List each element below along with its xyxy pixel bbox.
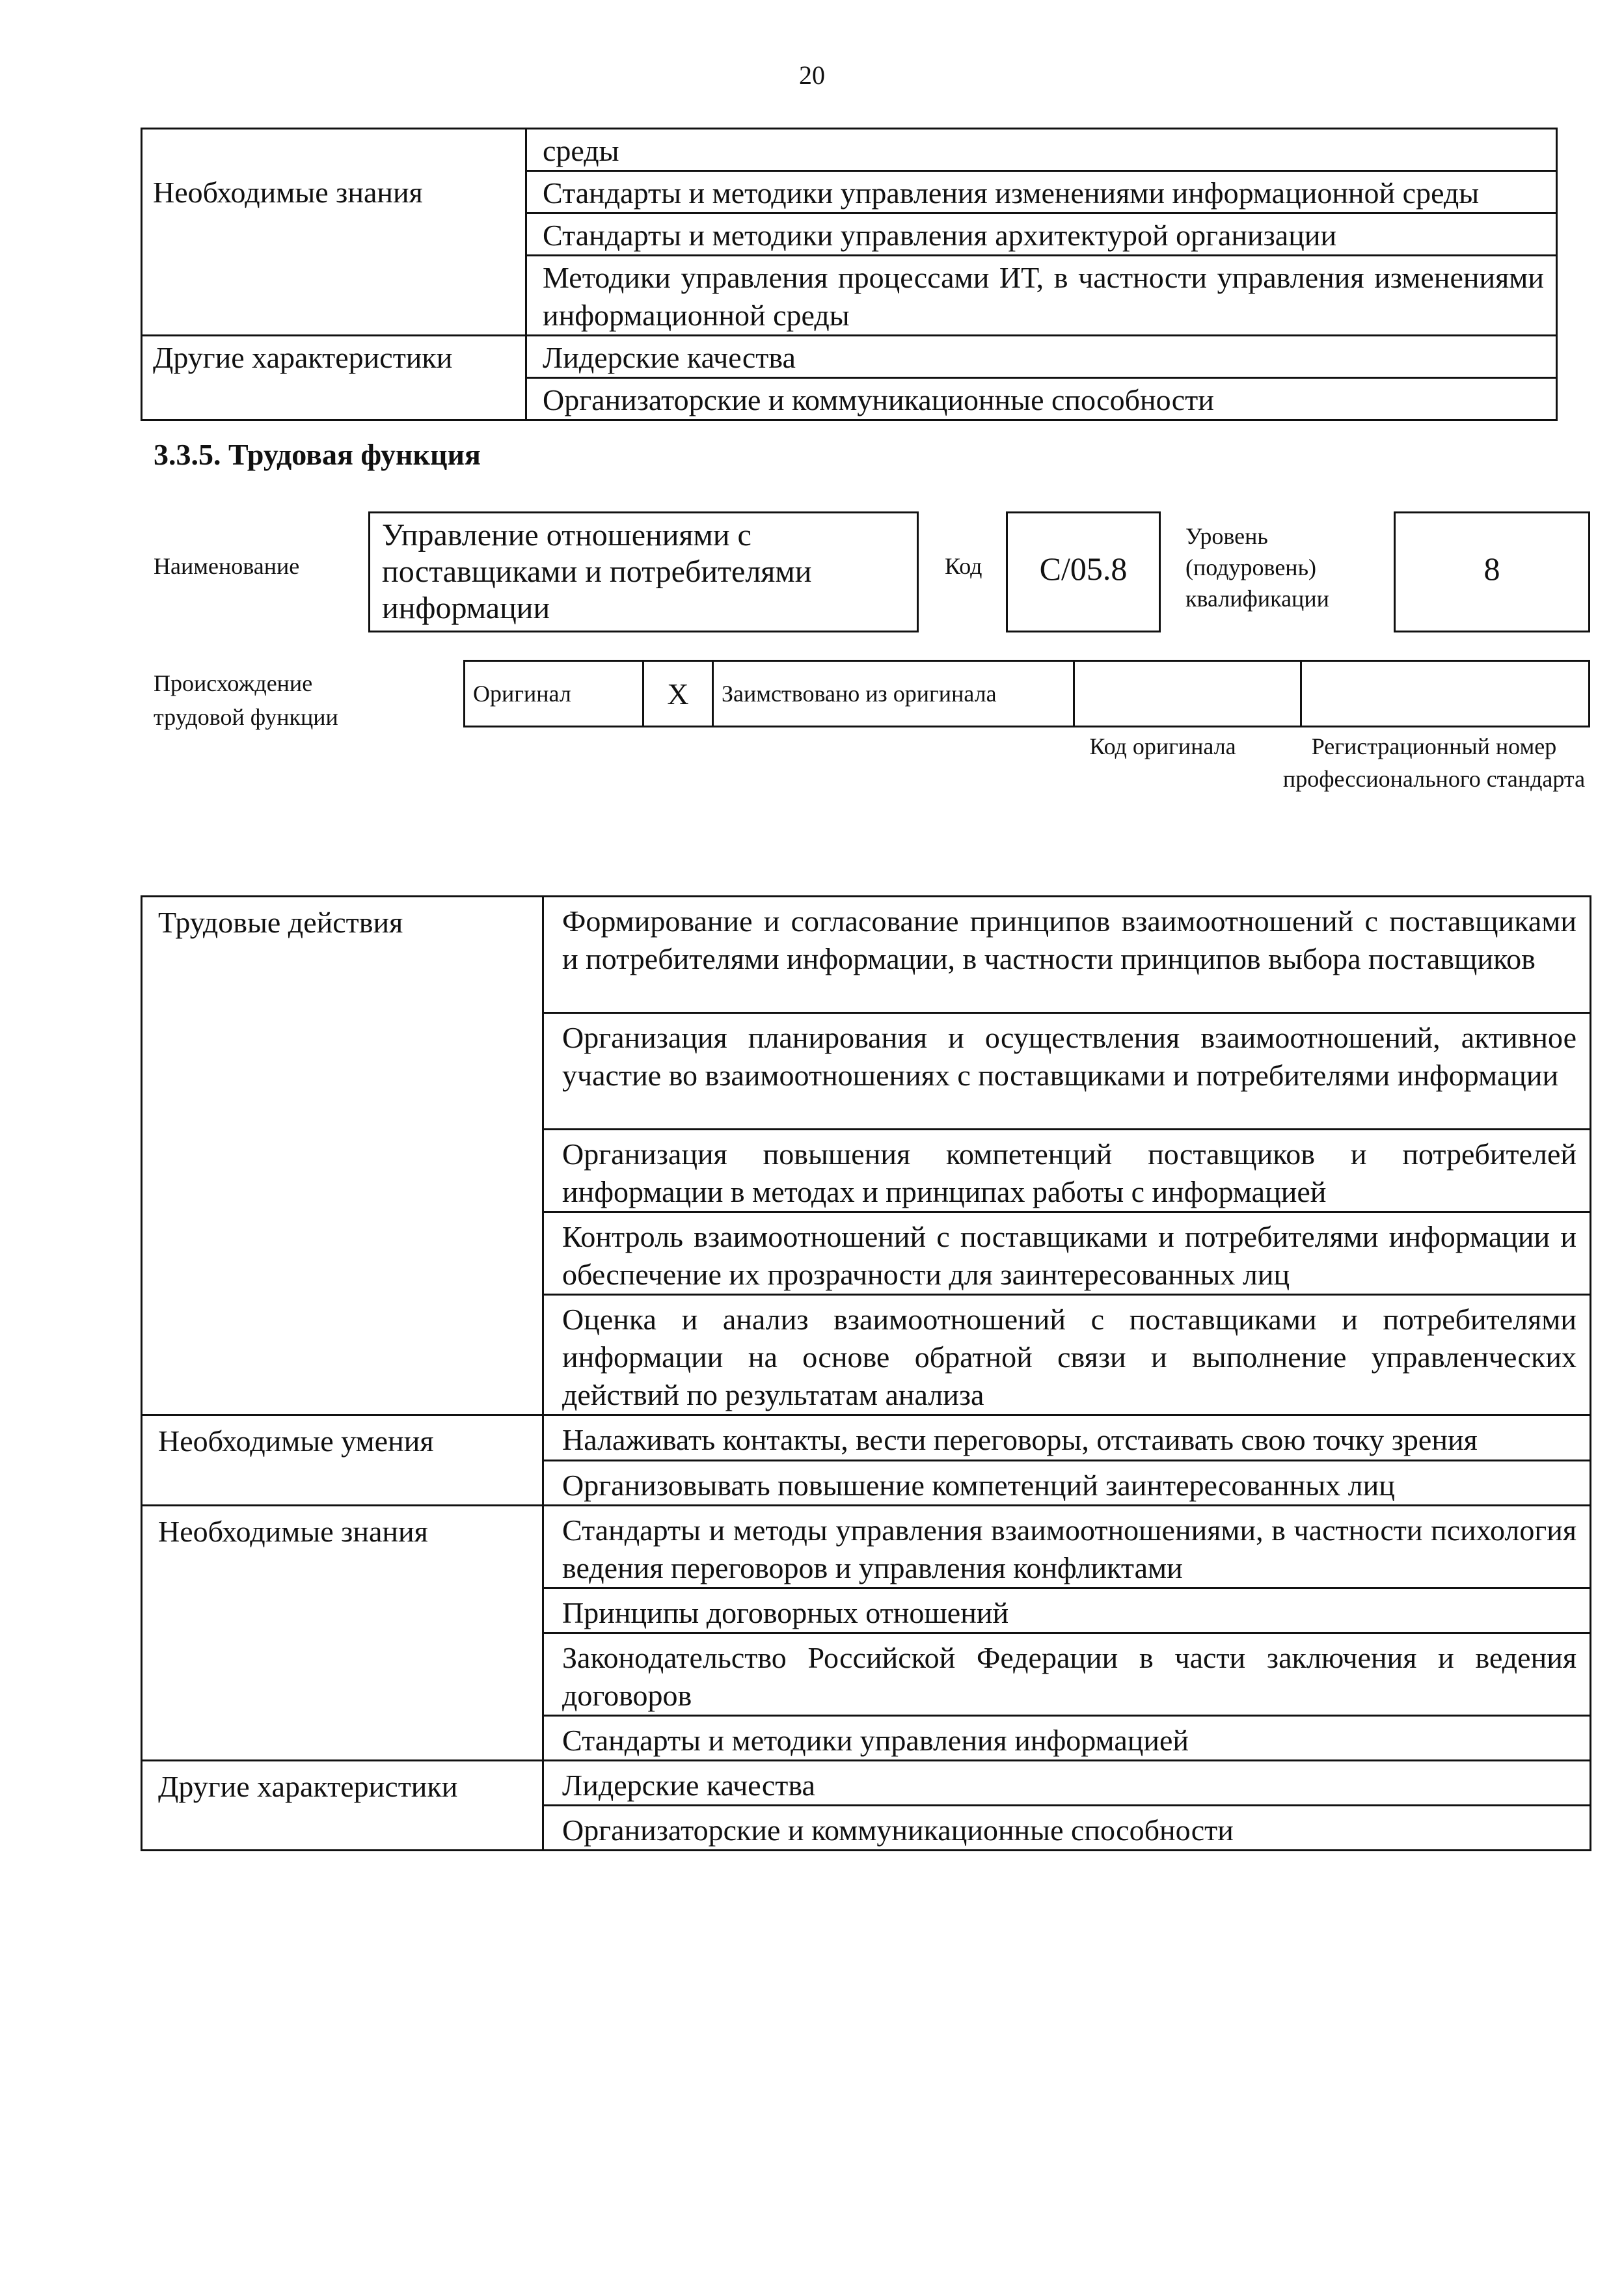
row-value: Организаторские и коммуникационные способности [543,1806,1591,1851]
row-value: Методики управления процессами ИТ, в частности управления изменениями информационной среды [526,256,1557,336]
borrowed-cell: Заимствовано из оригинала [713,661,1074,727]
row-value: Организовывать повышение компетенций заинтересованных лиц [543,1460,1591,1505]
qualification-level-box: 8 [1394,511,1590,632]
table-row [142,1415,1591,1461]
origin-table [463,660,1590,727]
row-value: Законодательство Российской Федерации в части заключения и ведения договоров [543,1633,1591,1715]
row-value: Стандарты и методики управления информацией [543,1715,1591,1760]
row-label [142,1633,543,1715]
original-code-cell [1074,661,1301,727]
code-box: С/05.8 [1006,511,1161,632]
row-label: Другие характеристики [142,336,526,378]
continuation-table [141,128,1558,421]
row-label [142,1460,543,1505]
table-row [142,336,1557,378]
original-code-caption: Код оригинала [1089,733,1236,759]
original-mark: X [643,661,713,727]
row-label [142,256,526,336]
row-label [142,1295,543,1415]
row-value: Оценка и анализ взаимоотношений с поставщиками и потребителями информации на основе обратной связи и выполнение управленческих действий по результатам анализа [543,1295,1591,1415]
qualification-level-label: Уровень (подуровень) квалификации [1185,523,1329,612]
row-value: Стандарты и методики управления архитектурой организации [526,213,1557,256]
table-row [142,1013,1591,1130]
row-label: Другие характеристики [142,1760,543,1806]
row-value: Организация повышения компетенций поставщиков и потребителей информации в методах и принципах работы с информацией [543,1130,1591,1212]
table-row [142,1295,1591,1415]
function-name-box: Управление отношениями с поставщиками и потребителями информации [368,511,919,632]
row-label [142,1715,543,1760]
page-number: 20 [799,61,825,90]
section-title: 3.3.5. Трудовая функция [154,438,481,471]
row-value: Лидерские качества [543,1760,1591,1806]
row-label [142,1806,543,1851]
table-row [142,1505,1591,1588]
table-row [142,1588,1591,1633]
row-label: Необходимые знания [142,171,526,213]
row-value: Стандарты и методы управления взаимоотношениями, в частности психология ведения переговоров и управления конфликтами [543,1505,1591,1588]
registration-number-caption: Регистрационный номер профессионального стандарта [1282,733,1586,792]
row-label [142,1588,543,1633]
row-label: Трудовые действия [142,897,543,1013]
row-label [142,1212,543,1295]
table-row [142,378,1557,420]
row-value: среды [526,129,1557,171]
row-value: Формирование и согласование принципов взаимоотношений с поставщиками и потребителями информации, в частности принципов выбора поставщиков [543,897,1591,1013]
row-label: Необходимые знания [142,1505,543,1588]
original-cell: Оригинал [465,661,643,727]
row-value: Организация планирования и осуществления взаимоотношений, активное участие во взаимоотношениях с поставщиками и потребителями информации [543,1013,1591,1130]
row-label [142,1130,543,1212]
row-value: Стандарты и методики управления изменениями информационной среды [526,171,1557,213]
table-row [142,171,1557,213]
row-label [142,213,526,256]
code-label: Код [945,553,982,579]
table-row [465,661,1590,727]
row-value: Лидерские качества [526,336,1557,378]
table-row [142,213,1557,256]
origin-label: Происхождение трудовой функции [154,670,338,730]
table-row [142,1715,1591,1760]
row-label: Необходимые умения [142,1415,543,1461]
row-label [142,378,526,420]
registration-number-cell [1301,661,1590,727]
table-row [142,1760,1591,1806]
table-row [142,1633,1591,1715]
table-row [142,1460,1591,1505]
name-label: Наименование [154,553,300,579]
row-value: Контроль взаимоотношений с поставщиками и потребителями информации и обеспечение их прозрачности для заинтересованных лиц [543,1212,1591,1295]
table-row [142,129,1557,171]
row-value: Принципы договорных отношений [543,1588,1591,1633]
function-details-table [141,895,1591,1851]
table-row [142,1806,1591,1851]
table-row [142,897,1591,1013]
table-row [142,1130,1591,1212]
row-value: Организаторские и коммуникационные способности [526,378,1557,420]
table-row [142,1212,1591,1295]
table-row [142,256,1557,336]
row-label [142,129,526,171]
row-label [142,1013,543,1130]
row-value: Налаживать контакты, вести переговоры, отстаивать свою точку зрения [543,1415,1591,1461]
